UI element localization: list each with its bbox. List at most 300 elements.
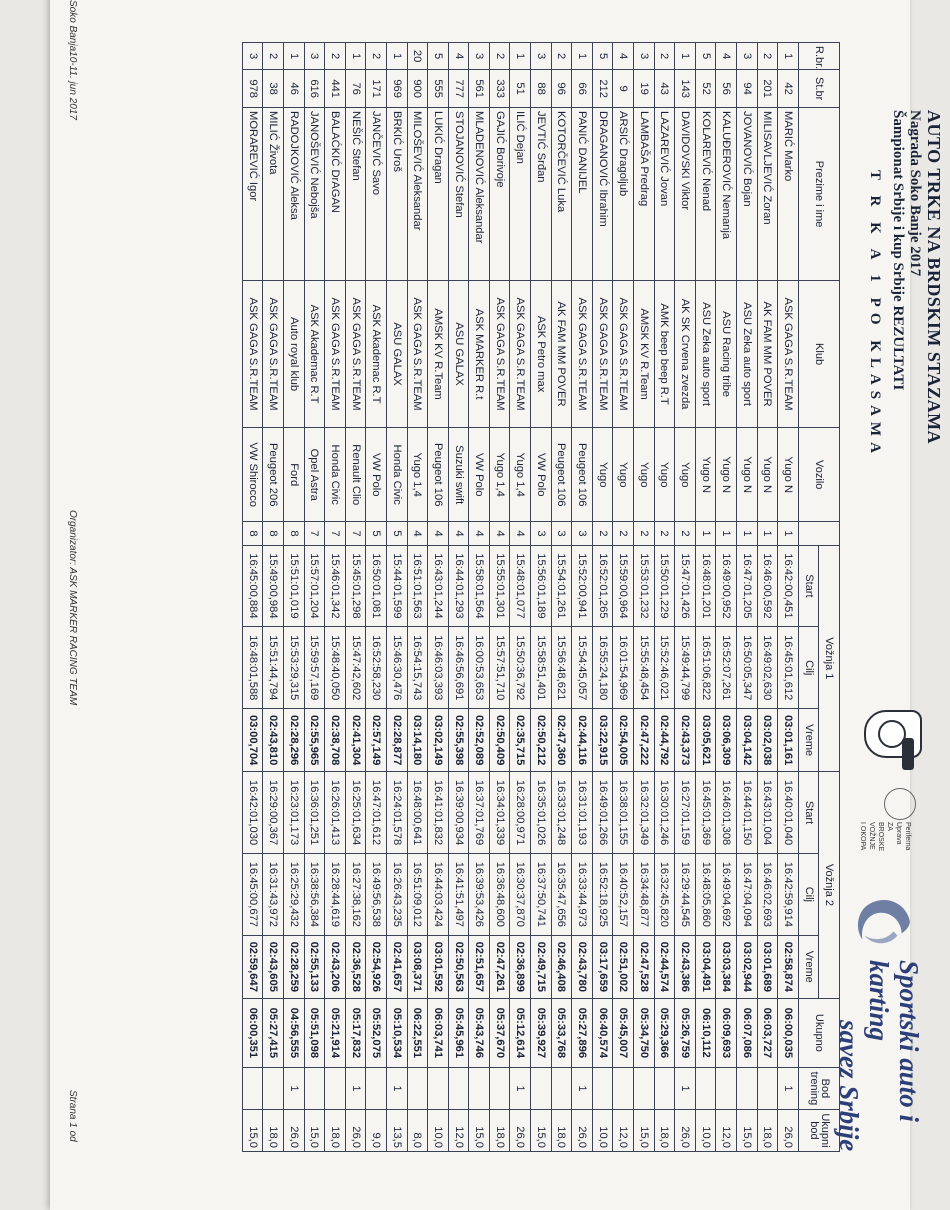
cell-s2: 16:29:00,367 bbox=[263, 772, 284, 854]
cell-s1: 15:44:01,599 bbox=[386, 545, 407, 627]
cell-pts: 26,0 bbox=[345, 1109, 366, 1151]
cell-s2: 16:30:01,246 bbox=[654, 772, 675, 854]
cell-kl: 4 bbox=[510, 522, 531, 545]
cell-c1: 15:46:30,476 bbox=[386, 627, 407, 709]
cell-tr bbox=[551, 1067, 572, 1109]
cell-v2: 02:55,133 bbox=[304, 935, 325, 998]
cell-car: Yugo bbox=[654, 428, 675, 522]
cell-rbr: 2 bbox=[489, 43, 510, 70]
cell-club: ASU GALAX bbox=[448, 281, 469, 428]
cell-s2: 16:25:01,634 bbox=[345, 772, 366, 854]
footer-organizer: Organizator: ASK MARKER RACING TEAM bbox=[67, 510, 78, 706]
cell-tot: 06:00,351 bbox=[242, 998, 263, 1067]
cell-name: GAJIĆ Borivoje bbox=[489, 108, 510, 281]
cell-st: 978 bbox=[242, 70, 263, 108]
cell-tr bbox=[325, 1067, 346, 1109]
cell-s1: 15:57:01,204 bbox=[304, 545, 325, 627]
cell-name: LAMBAŠA Predrag bbox=[634, 108, 655, 281]
cell-tr bbox=[592, 1067, 613, 1109]
cell-tr bbox=[695, 1067, 716, 1109]
cell-st: 38 bbox=[263, 70, 284, 108]
cell-name: MILISAVLJEVIĆ Zoran bbox=[757, 108, 778, 281]
cell-club: AMK beep beep R.T bbox=[654, 281, 675, 428]
cell-s2: 16:33:01,248 bbox=[551, 772, 572, 854]
col-car: Vozilo bbox=[798, 428, 839, 522]
cell-v1: 02:57,149 bbox=[366, 709, 387, 772]
cell-v2: 02:46,408 bbox=[551, 935, 572, 998]
cell-pts: 15,0 bbox=[634, 1109, 655, 1151]
cell-rbr: 1 bbox=[283, 43, 304, 70]
cell-c2: 16:49:56,538 bbox=[366, 853, 387, 935]
col-stbr: St.br bbox=[798, 70, 839, 108]
cell-kl: 8 bbox=[242, 522, 263, 545]
cell-st: 212 bbox=[592, 70, 613, 108]
cell-tr bbox=[407, 1067, 428, 1109]
cell-club: ASK Akademac R.T bbox=[366, 281, 387, 428]
cell-name: DAVIDOVSKI Viktor bbox=[675, 108, 696, 281]
cell-st: 333 bbox=[489, 70, 510, 108]
cell-s1: 16:45:00,884 bbox=[242, 545, 263, 627]
table-row bbox=[386, 43, 407, 1152]
cell-s2: 16:42:01,030 bbox=[242, 772, 263, 854]
cell-kl: 4 bbox=[428, 522, 449, 545]
table-row bbox=[242, 43, 263, 1152]
cell-v2: 03:08,371 bbox=[407, 935, 428, 998]
cell-pts: 12,0 bbox=[613, 1109, 634, 1151]
cell-c1: 15:51:44,794 bbox=[263, 627, 284, 709]
cell-st: 96 bbox=[551, 70, 572, 108]
cell-s1: 16:42:00,451 bbox=[778, 545, 799, 627]
cell-c1: 15:52:46,021 bbox=[654, 627, 675, 709]
cell-kl: 3 bbox=[531, 522, 552, 545]
cell-club: ASK Akademac R.T bbox=[304, 281, 325, 428]
cell-s1: 15:52:00,941 bbox=[572, 545, 593, 627]
cell-s2: 16:31:01,193 bbox=[572, 772, 593, 854]
cell-v1: 02:54,005 bbox=[613, 709, 634, 772]
cell-st: 52 bbox=[695, 70, 716, 108]
cell-rbr: 3 bbox=[737, 43, 758, 70]
cell-v1: 03:06,309 bbox=[716, 709, 737, 772]
cell-rbr: 5 bbox=[695, 43, 716, 70]
table-row bbox=[572, 43, 593, 1152]
cell-car: Yugo N bbox=[716, 428, 737, 522]
championship-title: Šampionat Srbije i kup Srbije REZULTATI bbox=[890, 110, 906, 391]
cell-s2: 16:24:01,578 bbox=[386, 772, 407, 854]
cell-st: 777 bbox=[448, 70, 469, 108]
cell-s2: 16:34:01,339 bbox=[489, 772, 510, 854]
cell-v2: 02:51,657 bbox=[469, 935, 490, 998]
cell-v2: 02:59,647 bbox=[242, 935, 263, 998]
cell-rbr: 1 bbox=[778, 43, 799, 70]
cell-club: ASK GAGA S.R.TEAM bbox=[592, 281, 613, 428]
cell-c2: 16:51:09,012 bbox=[407, 853, 428, 935]
cell-tot: 06:00,035 bbox=[778, 998, 799, 1067]
cell-pts: 15,0 bbox=[737, 1109, 758, 1151]
cell-v2: 02:43,206 bbox=[325, 935, 346, 998]
cell-rbr: 3 bbox=[469, 43, 490, 70]
table-row bbox=[283, 43, 304, 1152]
cell-rbr: 4 bbox=[716, 43, 737, 70]
col-points: Ukupni bod bbox=[798, 1109, 839, 1151]
col-total: Ukupno bbox=[798, 998, 839, 1067]
table-row bbox=[263, 43, 284, 1152]
cell-c2: 16:26:43,235 bbox=[386, 853, 407, 935]
cell-pts: 15,0 bbox=[242, 1109, 263, 1151]
cell-name: ARSIĆ Dragoljub bbox=[613, 108, 634, 281]
cell-tot: 05:52,075 bbox=[366, 998, 387, 1067]
cell-club: ASU Zeka auto sport bbox=[695, 281, 716, 428]
cell-tr bbox=[469, 1067, 490, 1109]
cell-tot: 05:43,746 bbox=[469, 998, 490, 1067]
cell-v1: 02:55,965 bbox=[304, 709, 325, 772]
cell-s1: 15:49:00,984 bbox=[263, 545, 284, 627]
cell-st: 66 bbox=[572, 70, 593, 108]
cell-st: 76 bbox=[345, 70, 366, 108]
cell-tr bbox=[263, 1067, 284, 1109]
cell-c2: 16:40:52,157 bbox=[613, 853, 634, 935]
cell-st: 94 bbox=[737, 70, 758, 108]
cell-s1: 16:47:01,205 bbox=[737, 545, 758, 627]
cell-s1: 15:51:01,019 bbox=[283, 545, 304, 627]
cell-kl: 2 bbox=[675, 522, 696, 545]
cell-s1: 15:58:01,564 bbox=[469, 545, 490, 627]
cell-c1: 15:50:36,792 bbox=[510, 627, 531, 709]
cell-s1: 15:45:01,298 bbox=[345, 545, 366, 627]
cell-club: ASK GAGA S.R.TEAM bbox=[613, 281, 634, 428]
cell-club: ASK GAGA S.R.TEAM bbox=[572, 281, 593, 428]
cell-v1: 03:02,038 bbox=[757, 709, 778, 772]
cell-name: JANOŠEVIĆ Nebojša bbox=[304, 108, 325, 281]
cell-s2: 16:39:00,934 bbox=[448, 772, 469, 854]
cell-v1: 02:28,877 bbox=[386, 709, 407, 772]
cell-rbr: 3 bbox=[634, 43, 655, 70]
cell-kl: 2 bbox=[654, 522, 675, 545]
cell-name: MILIĆ Životа bbox=[263, 108, 284, 281]
cell-v2: 02:36,528 bbox=[345, 935, 366, 998]
cell-club: ASU Zeka auto sport bbox=[737, 281, 758, 428]
col-run1-finish: Cilj bbox=[798, 627, 819, 709]
col-club: Klub bbox=[798, 281, 839, 428]
cell-tot: 05:29,366 bbox=[654, 998, 675, 1067]
cell-s1: 15:56:01,189 bbox=[531, 545, 552, 627]
federation-logo-text bbox=[834, 960, 924, 1170]
cell-c1: 15:53:29,315 bbox=[283, 627, 304, 709]
cell-pts: 10,0 bbox=[695, 1109, 716, 1151]
cell-car: Yugo 1,4 bbox=[407, 428, 428, 522]
cell-v2: 02:43,605 bbox=[263, 935, 284, 998]
table-row bbox=[757, 43, 778, 1152]
cell-kl: 2 bbox=[613, 522, 634, 545]
cell-c2: 16:30:37,870 bbox=[510, 853, 531, 935]
cell-c2: 16:47:04,094 bbox=[737, 853, 758, 935]
cell-kl: 1 bbox=[737, 522, 758, 545]
table-row bbox=[428, 43, 449, 1152]
cell-c1: 16:50:05,347 bbox=[737, 627, 758, 709]
cell-rbr: 2 bbox=[551, 43, 572, 70]
rotated-page bbox=[50, 0, 950, 1190]
cell-car: Opel Astra bbox=[304, 428, 325, 522]
cell-s1: 15:53:01,232 bbox=[634, 545, 655, 627]
cell-s1: 15:55:01,301 bbox=[489, 545, 510, 627]
cell-pts: 26,0 bbox=[572, 1109, 593, 1151]
table-row bbox=[737, 43, 758, 1152]
cell-club: ASK GAGA S.R.TEAM bbox=[345, 281, 366, 428]
cell-tot: 05:12,614 bbox=[510, 998, 531, 1067]
cell-c2: 16:31:43,972 bbox=[263, 853, 284, 935]
cell-car: Yugo bbox=[592, 428, 613, 522]
cell-c2: 16:39:53,426 bbox=[469, 853, 490, 935]
cell-c1: 16:55:24,180 bbox=[592, 627, 613, 709]
cell-name: JANČEVIĆ Savo bbox=[366, 108, 387, 281]
cell-kl: 5 bbox=[366, 522, 387, 545]
cell-v1: 02:43,373 bbox=[675, 709, 696, 772]
cell-s2: 16:37:01,769 bbox=[469, 772, 490, 854]
cell-rbr: 4 bbox=[448, 43, 469, 70]
cell-v1: 02:50,212 bbox=[531, 709, 552, 772]
cell-rbr: 3 bbox=[304, 43, 325, 70]
cell-st: 88 bbox=[531, 70, 552, 108]
cell-c2: 16:44:03,424 bbox=[428, 853, 449, 935]
cell-name: MLADENOVIĆ Aleksandar bbox=[469, 108, 490, 281]
table-row bbox=[654, 43, 675, 1152]
col-rbr: R.br. bbox=[798, 43, 839, 70]
table-row bbox=[716, 43, 737, 1152]
cell-s1: 16:48:01,201 bbox=[695, 545, 716, 627]
cell-v1: 02:55,398 bbox=[448, 709, 469, 772]
cell-st: 555 bbox=[428, 70, 449, 108]
emblem-text: Periferna Uprava ZA BROSKE VOŽNJE I OKOPA bbox=[859, 822, 911, 852]
cell-c2: 16:45:00,677 bbox=[242, 853, 263, 935]
table-row bbox=[345, 43, 366, 1152]
cell-s2: 16:36:01,251 bbox=[304, 772, 325, 854]
cell-pts: 8,0 bbox=[407, 1109, 428, 1151]
cell-c1: 15:56:48,621 bbox=[551, 627, 572, 709]
cell-pts: 26,0 bbox=[510, 1109, 531, 1151]
cell-c1: 15:58:51,401 bbox=[531, 627, 552, 709]
cell-tr bbox=[448, 1067, 469, 1109]
table-row bbox=[448, 43, 469, 1152]
cell-st: 441 bbox=[325, 70, 346, 108]
cell-rbr: 1 bbox=[345, 43, 366, 70]
cell-pts: 18,0 bbox=[263, 1109, 284, 1151]
cell-tr bbox=[654, 1067, 675, 1109]
cell-pts: 12,0 bbox=[716, 1109, 737, 1151]
cell-c2: 16:48:05,860 bbox=[695, 853, 716, 935]
cell-tr: 1 bbox=[345, 1067, 366, 1109]
cell-tot: 05:27,896 bbox=[572, 998, 593, 1067]
table-row bbox=[469, 43, 490, 1152]
table-row bbox=[489, 43, 510, 1152]
cell-club: Auto royal klub bbox=[283, 281, 304, 428]
results-sheet bbox=[50, 0, 944, 1210]
race-title: T R K A 1 PO KLASAMA bbox=[867, 170, 883, 459]
cell-v1: 02:41,304 bbox=[345, 709, 366, 772]
cell-pts: 10,0 bbox=[592, 1109, 613, 1151]
col-class bbox=[798, 522, 839, 545]
cell-st: 171 bbox=[366, 70, 387, 108]
cell-st: 616 bbox=[304, 70, 325, 108]
cell-pts: 26,0 bbox=[778, 1109, 799, 1151]
cell-s2: 16:46:01,308 bbox=[716, 772, 737, 854]
cell-s2: 16:41:01,832 bbox=[428, 772, 449, 854]
federation-line-1: Sportski auto i karting bbox=[864, 960, 924, 1123]
cell-car: Yugo bbox=[675, 428, 696, 522]
cell-s1: 15:48:01,077 bbox=[510, 545, 531, 627]
cell-car: Renault Clio bbox=[345, 428, 366, 522]
cell-rbr: 2 bbox=[654, 43, 675, 70]
cell-club: ASK GAGA S.R.TEAM bbox=[325, 281, 346, 428]
cell-c1: 16:49:02,630 bbox=[757, 627, 778, 709]
cell-s1: 16:43:01,244 bbox=[428, 545, 449, 627]
cell-v2: 02:51,002 bbox=[613, 935, 634, 998]
cell-c1: 16:01:54,969 bbox=[613, 627, 634, 709]
cell-v2: 02:50,563 bbox=[448, 935, 469, 998]
cell-car: Peugeot 206 bbox=[263, 428, 284, 522]
cell-tot: 06:03,727 bbox=[757, 998, 778, 1067]
cell-c2: 16:29:44,545 bbox=[675, 853, 696, 935]
cell-tot: 05:34,750 bbox=[634, 998, 655, 1067]
cell-v1: 03:02,149 bbox=[428, 709, 449, 772]
cell-name: MORAREVIĆ Igor bbox=[242, 108, 263, 281]
cell-tr bbox=[366, 1067, 387, 1109]
cell-tr bbox=[242, 1067, 263, 1109]
cell-v1: 03:05,621 bbox=[695, 709, 716, 772]
cell-pts: 18,0 bbox=[757, 1109, 778, 1151]
cell-v2: 02:47,528 bbox=[634, 935, 655, 998]
cell-c1: 16:48:01,588 bbox=[242, 627, 263, 709]
cell-s2: 16:32:01,349 bbox=[634, 772, 655, 854]
table-row bbox=[325, 43, 346, 1152]
table-row bbox=[366, 43, 387, 1152]
cell-kl: 3 bbox=[551, 522, 572, 545]
cell-kl: 4 bbox=[489, 522, 510, 545]
cell-tr bbox=[716, 1067, 737, 1109]
cell-c1: 15:49:44,799 bbox=[675, 627, 696, 709]
cell-c2: 16:34:48,877 bbox=[634, 853, 655, 935]
cell-c1: 15:47:42,602 bbox=[345, 627, 366, 709]
cell-kl: 1 bbox=[716, 522, 737, 545]
event-subtitle: Nagrada Soko Banje 2017 bbox=[907, 110, 923, 277]
cell-name: RADOJKOVIĆ Aleksa bbox=[283, 108, 304, 281]
organizer-emblem bbox=[860, 780, 916, 850]
cell-tot: 05:45,007 bbox=[613, 998, 634, 1067]
cell-tot: 06:10,112 bbox=[695, 998, 716, 1067]
cell-c1: 15:54:45,057 bbox=[572, 627, 593, 709]
cell-c2: 16:28:44,619 bbox=[325, 853, 346, 935]
cell-v2: 02:49,715 bbox=[531, 935, 552, 998]
cell-rbr: 1 bbox=[572, 43, 593, 70]
cell-pts: 15,0 bbox=[469, 1109, 490, 1151]
cell-car: Suzuki swift bbox=[448, 428, 469, 522]
cell-name: BRKIĆ Uroš bbox=[386, 108, 407, 281]
cell-v2: 02:36,899 bbox=[510, 935, 531, 998]
cell-pts: 18,0 bbox=[654, 1109, 675, 1151]
cell-st: 143 bbox=[675, 70, 696, 108]
cell-pts: 15,0 bbox=[304, 1109, 325, 1151]
cell-rbr: 4 bbox=[613, 43, 634, 70]
cell-tr bbox=[634, 1067, 655, 1109]
col-run1: Vožnja 1 bbox=[819, 545, 840, 772]
footer-date: Soko Banja10-11. jun 2017 bbox=[67, 0, 78, 120]
cell-v1: 02:52,089 bbox=[469, 709, 490, 772]
cell-st: 201 bbox=[757, 70, 778, 108]
cell-tot: 06:09,693 bbox=[716, 998, 737, 1067]
cell-club: ASK GAGA S.R.TEAM bbox=[263, 281, 284, 428]
cell-s2: 16:40:01,040 bbox=[778, 772, 799, 854]
cell-s2: 16:45:01,369 bbox=[695, 772, 716, 854]
cell-name: NEŠIĆ Stefan bbox=[345, 108, 366, 281]
cell-rbr: 2 bbox=[325, 43, 346, 70]
cell-tr: 1 bbox=[778, 1067, 799, 1109]
footer-page: Strana 1 od bbox=[67, 1090, 78, 1142]
cell-car: Peugeot 106 bbox=[428, 428, 449, 522]
cell-v1: 02:28,296 bbox=[283, 709, 304, 772]
cell-c2: 16:35:47,656 bbox=[551, 853, 572, 935]
cell-rbr: 1 bbox=[386, 43, 407, 70]
cell-c2: 16:33:44,973 bbox=[572, 853, 593, 935]
cell-car: VW Polo bbox=[469, 428, 490, 522]
table-body bbox=[242, 43, 798, 1152]
cell-v1: 02:43,810 bbox=[263, 709, 284, 772]
cell-name: DRAGANOVIĆ Ibrahim bbox=[592, 108, 613, 281]
cell-kl: 4 bbox=[469, 522, 490, 545]
federation-swirl-icon bbox=[852, 890, 914, 952]
cell-tr: 1 bbox=[386, 1067, 407, 1109]
table-row bbox=[778, 43, 799, 1152]
cell-club: ASK GAGA S.R.TEAM bbox=[242, 281, 263, 428]
cell-car: Peugeot 106 bbox=[551, 428, 572, 522]
cell-name: KALUĐEROVIĆ Nemanja bbox=[716, 108, 737, 281]
cell-v2: 02:54,926 bbox=[366, 935, 387, 998]
cell-club: AK FAM MM POVER bbox=[551, 281, 572, 428]
cell-v1: 02:44,792 bbox=[654, 709, 675, 772]
col-run2-finish: Cilj bbox=[798, 853, 819, 935]
cell-name: KOTORČEVIĆ Luka bbox=[551, 108, 572, 281]
cell-s2: 16:26:01,413 bbox=[325, 772, 346, 854]
cell-car: Yugo 1,4 bbox=[510, 428, 531, 522]
cell-name: PANIĆ DANIJEL bbox=[572, 108, 593, 281]
cell-s1: 16:51:01,563 bbox=[407, 545, 428, 627]
cell-pts: 13,5 bbox=[386, 1109, 407, 1151]
cell-c2: 16:32:45,820 bbox=[654, 853, 675, 935]
cell-rbr: 2 bbox=[757, 43, 778, 70]
cell-tot: 05:27,415 bbox=[263, 998, 284, 1067]
cell-v1: 02:35,715 bbox=[510, 709, 531, 772]
cell-c2: 16:27:38,162 bbox=[345, 853, 366, 935]
cell-tot: 05:37,670 bbox=[489, 998, 510, 1067]
cell-kl: 5 bbox=[386, 522, 407, 545]
cell-tr: 1 bbox=[572, 1067, 593, 1109]
cell-c2: 16:42:59,914 bbox=[778, 853, 799, 935]
cell-s2: 16:49:01,266 bbox=[592, 772, 613, 854]
cell-car: Yugo N bbox=[757, 428, 778, 522]
cell-tot: 05:26,759 bbox=[675, 998, 696, 1067]
cell-name: ILIĆ Dejan bbox=[510, 108, 531, 281]
cell-st: 46 bbox=[283, 70, 304, 108]
cell-tr bbox=[737, 1067, 758, 1109]
col-run2-time: Vreme bbox=[798, 935, 819, 998]
cell-s2: 16:38:01,155 bbox=[613, 772, 634, 854]
cell-tr bbox=[531, 1067, 552, 1109]
cell-tot: 05:39,927 bbox=[531, 998, 552, 1067]
cell-tot: 06:07,086 bbox=[737, 998, 758, 1067]
col-run2-start: Start bbox=[798, 772, 819, 854]
cell-c2: 16:52:18,925 bbox=[592, 853, 613, 935]
cell-s2: 16:28:00,971 bbox=[510, 772, 531, 854]
cell-car: Yugo N bbox=[695, 428, 716, 522]
cell-tot: 05:33,768 bbox=[551, 998, 572, 1067]
cell-v2: 03:02,944 bbox=[737, 935, 758, 998]
